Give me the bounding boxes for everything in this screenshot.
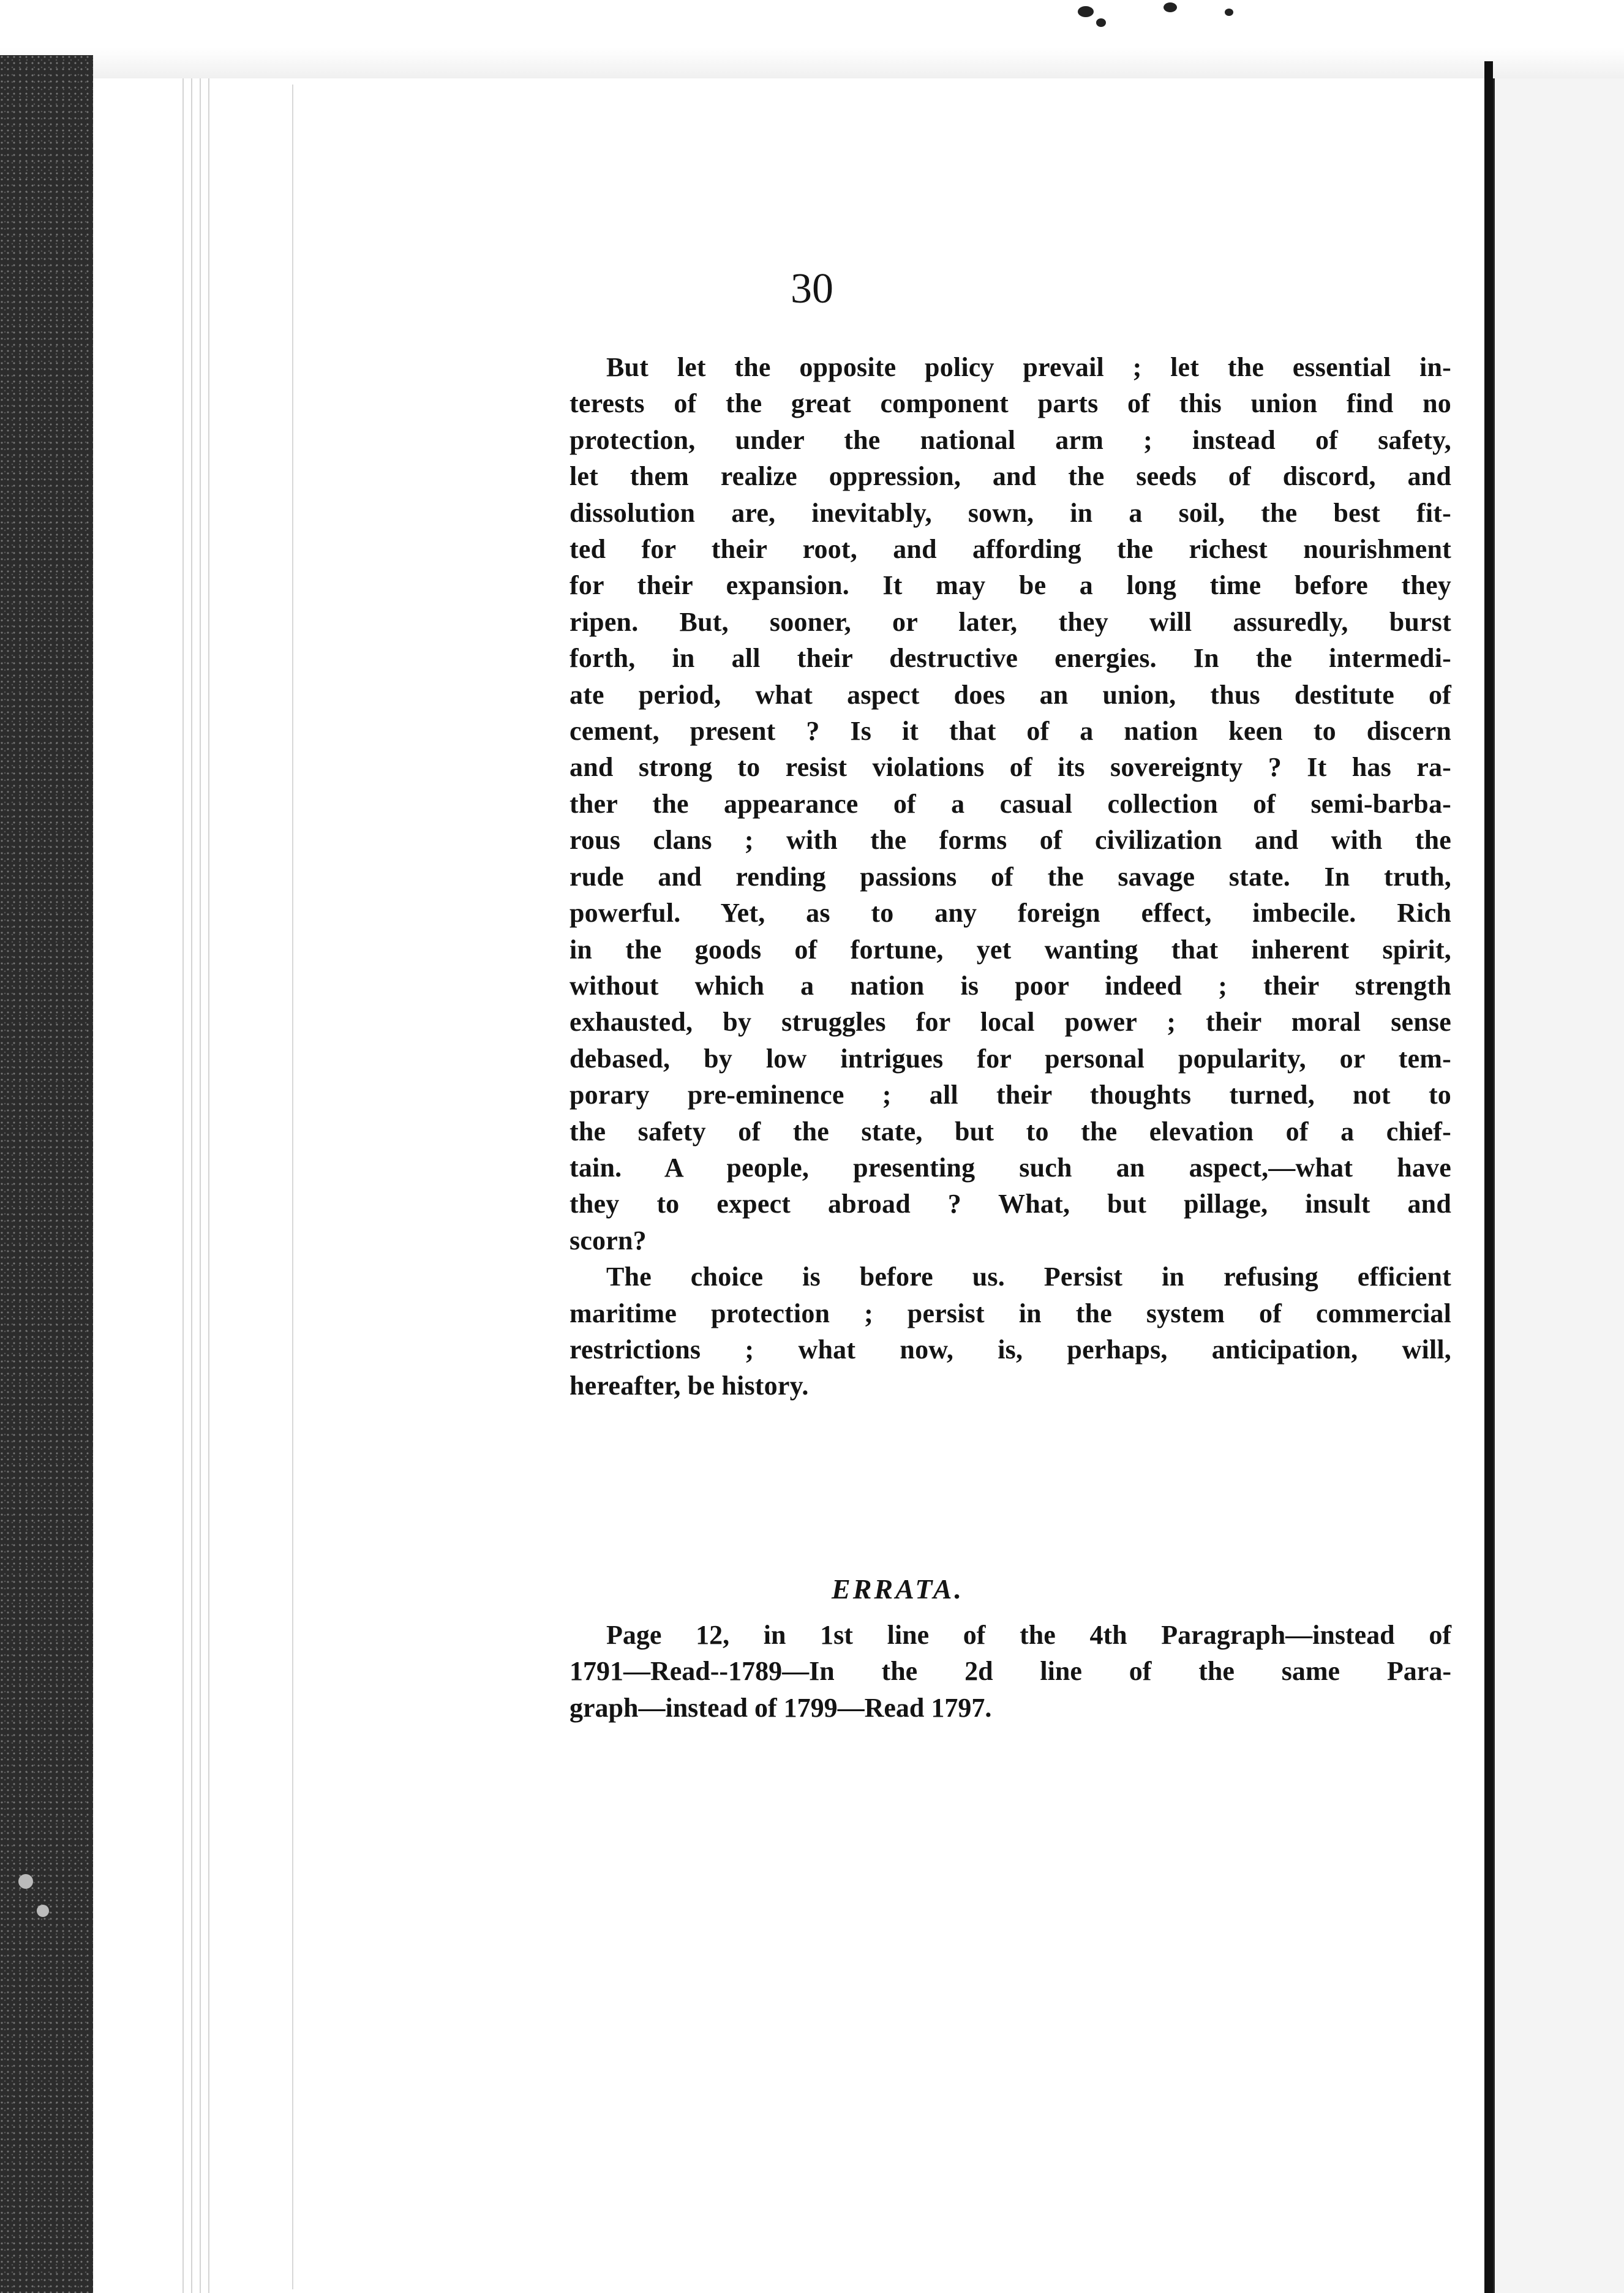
page-edges <box>179 78 216 2293</box>
text-line: without which a nation is poor indeed ; their strength <box>570 970 1451 1001</box>
errata-line: Page 12, in 1st line of the 4th Paragraph—instead of <box>606 1620 1451 1650</box>
text-line: restrictions ; what now, is, perhaps, anticipation, will, <box>570 1334 1451 1365</box>
errata-heading: ERRATA. <box>832 1573 964 1605</box>
errata-text <box>570 1617 1451 1726</box>
text-line: for their expansion. It may be a long time before they <box>570 570 1451 601</box>
text-line: rude and rending passions of the savage state. In truth, <box>570 861 1451 892</box>
text-line: rous clans ; with the forms of civilization and with the <box>570 825 1451 856</box>
book-binding <box>0 55 93 2293</box>
text-line: ther the appearance of a casual collection of semi-barba- <box>570 788 1451 819</box>
text-line: scorn? <box>570 1225 647 1256</box>
text-line: let them realize oppression, and the seeds of discord, and <box>570 461 1451 492</box>
text-line: debased, by low intrigues for personal popularity, or tem- <box>570 1043 1451 1074</box>
text-line: hereafter, be history. <box>570 1371 809 1401</box>
text-line: protection, under the national arm ; instead of safety, <box>570 424 1451 455</box>
errata-line: 1791—Read--1789—In the 2d line of the same Para- <box>570 1656 1451 1687</box>
text-line: dissolution are, inevitably, sown, in a soil, the best fit- <box>570 497 1451 528</box>
text-line: ripen. But, sooner, or later, they will assuredly, burst <box>570 606 1451 637</box>
text-line: they to expect abroad ? What, but pillage, insult and <box>570 1189 1451 1219</box>
text-line: The choice is before us. Persist in refusing efficient <box>606 1262 1451 1292</box>
text-line: But let the opposite policy prevail ; let the essential in- <box>606 352 1451 382</box>
scan-top-margin <box>0 0 1624 78</box>
text-line: forth, in all their destructive energies. In the intermedi- <box>570 643 1451 674</box>
text-line: in the goods of fortune, yet wanting that inherent spirit, <box>570 934 1451 965</box>
right-gutter <box>1484 61 1493 2293</box>
facing-page-edge <box>1493 78 1624 2293</box>
text-line: and strong to resist violations of its sovereignty ? It has ra- <box>570 752 1451 783</box>
scan-speck <box>1096 18 1106 27</box>
body-text <box>570 349 1451 1404</box>
text-line: porary pre-eminence ; all their thoughts turned, not to <box>570 1080 1451 1110</box>
text-line: ate period, what aspect does an union, thus destitute of <box>570 679 1451 710</box>
errata-line: graph—instead of 1799—Read 1797. <box>570 1692 992 1723</box>
text-line: terests of the great component parts of this union find no <box>570 388 1451 419</box>
text-line: powerful. Yet, as to any foreign effect, imbecile. Rich <box>570 898 1451 928</box>
text-line: exhausted, by struggles for local power ; their moral sense <box>570 1007 1451 1037</box>
text-line: tain. A people, presenting such an aspect,—what have <box>570 1152 1451 1183</box>
scan-speck <box>1078 6 1094 17</box>
text-line: maritime protection ; persist in the system of commercial <box>570 1298 1451 1328</box>
text-line: the safety of the state, but to the elevation of a chief- <box>570 1116 1451 1146</box>
text-line: ted for their root, and affording the richest nourishment <box>570 534 1451 565</box>
page-number: 30 <box>791 265 833 312</box>
text-line: cement, present ? Is it that of a nation keen to discern <box>570 716 1451 747</box>
scan-speck <box>1225 9 1233 16</box>
scan-speck <box>1163 2 1177 12</box>
scan-speck <box>37 1905 49 1917</box>
scan-speck <box>18 1874 33 1889</box>
